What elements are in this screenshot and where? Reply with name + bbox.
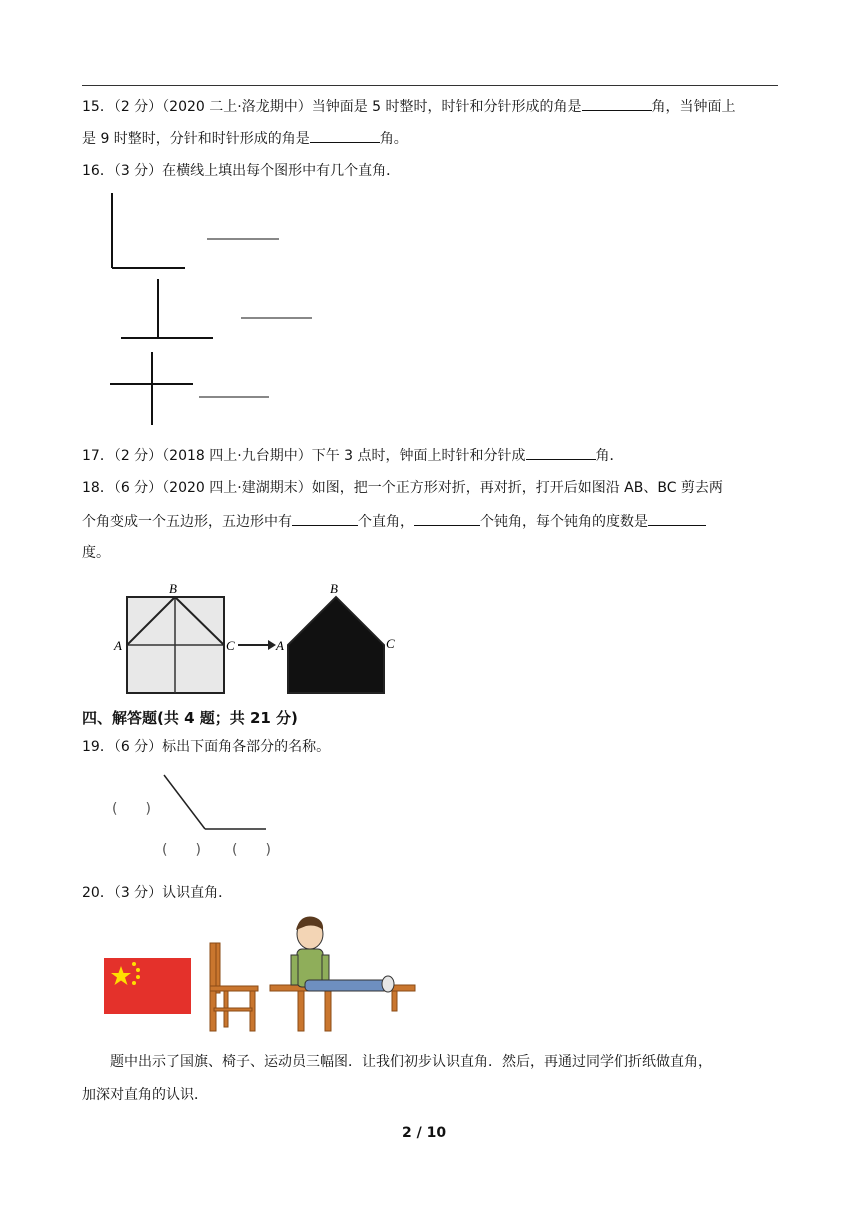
- q16-text: 16．（3 分）在横线上填出每个图形中有几个直角．: [82, 163, 401, 179]
- q18-line3: 度。: [82, 545, 110, 561]
- flag-small-star-1: [132, 962, 136, 966]
- q19-paren-bottom-1[interactable]: ( ): [162, 842, 201, 858]
- chair-image: [210, 943, 258, 1031]
- q17-text: 17．（2 分）（2018 四上·九台期中）下午 3 点时，钟面上时针和分针成 角．: [82, 444, 624, 466]
- q18-label-a1: A: [114, 638, 122, 653]
- flag-small-star-4: [132, 981, 136, 985]
- q19-text: 19．（6 分）标出下面角各部分的名称。: [82, 739, 331, 755]
- athlete-image: [270, 917, 415, 1031]
- q18-line1: 18．（6 分）（2020 四上·建湖期末）如图，把一个正方形对折，再对折，打开后如图沿 AB、BC 剪去两: [82, 480, 723, 496]
- flag-small-star-2: [136, 968, 140, 972]
- q19-paren-left[interactable]: ( ): [112, 801, 151, 817]
- q18-line2: 个角变成一个五边形，五边形中有 个直角， 个钝角，每个钝角的度数是: [82, 510, 706, 532]
- q18-label-c2: C: [386, 636, 395, 651]
- flag-image: [104, 958, 191, 1014]
- q15-line1: 15．（2 分）（2020 二上·洛龙期中）当钟面是 5 时整时，时针和分针形成的角是 角，当钟面上: [82, 95, 736, 117]
- q15-line2: 是 9 时整时，分针和时针形成的角是 角。: [82, 127, 408, 149]
- q19-paren-bottom-2[interactable]: ( ): [232, 842, 271, 858]
- flag-small-star-3: [136, 975, 140, 979]
- section-4-heading: 四、解答题(共 4 题；共 21 分): [82, 709, 298, 727]
- q20-explanation-2: 加深对直角的认识．: [82, 1087, 208, 1103]
- q18-label-a2: A: [276, 638, 284, 653]
- q18-label-c1: C: [226, 638, 235, 653]
- q20-explanation-1: 题中出示了国旗、椅子、运动员三幅图．让我们初步认识直角．然后，再通过同学们折纸做直角，: [110, 1054, 712, 1070]
- page-number: 2 / 10: [402, 1125, 447, 1141]
- q20-text: 20．（3 分）认识直角．: [82, 885, 233, 901]
- q18-label-b2: B: [330, 581, 338, 596]
- q18-label-b1: B: [169, 581, 177, 596]
